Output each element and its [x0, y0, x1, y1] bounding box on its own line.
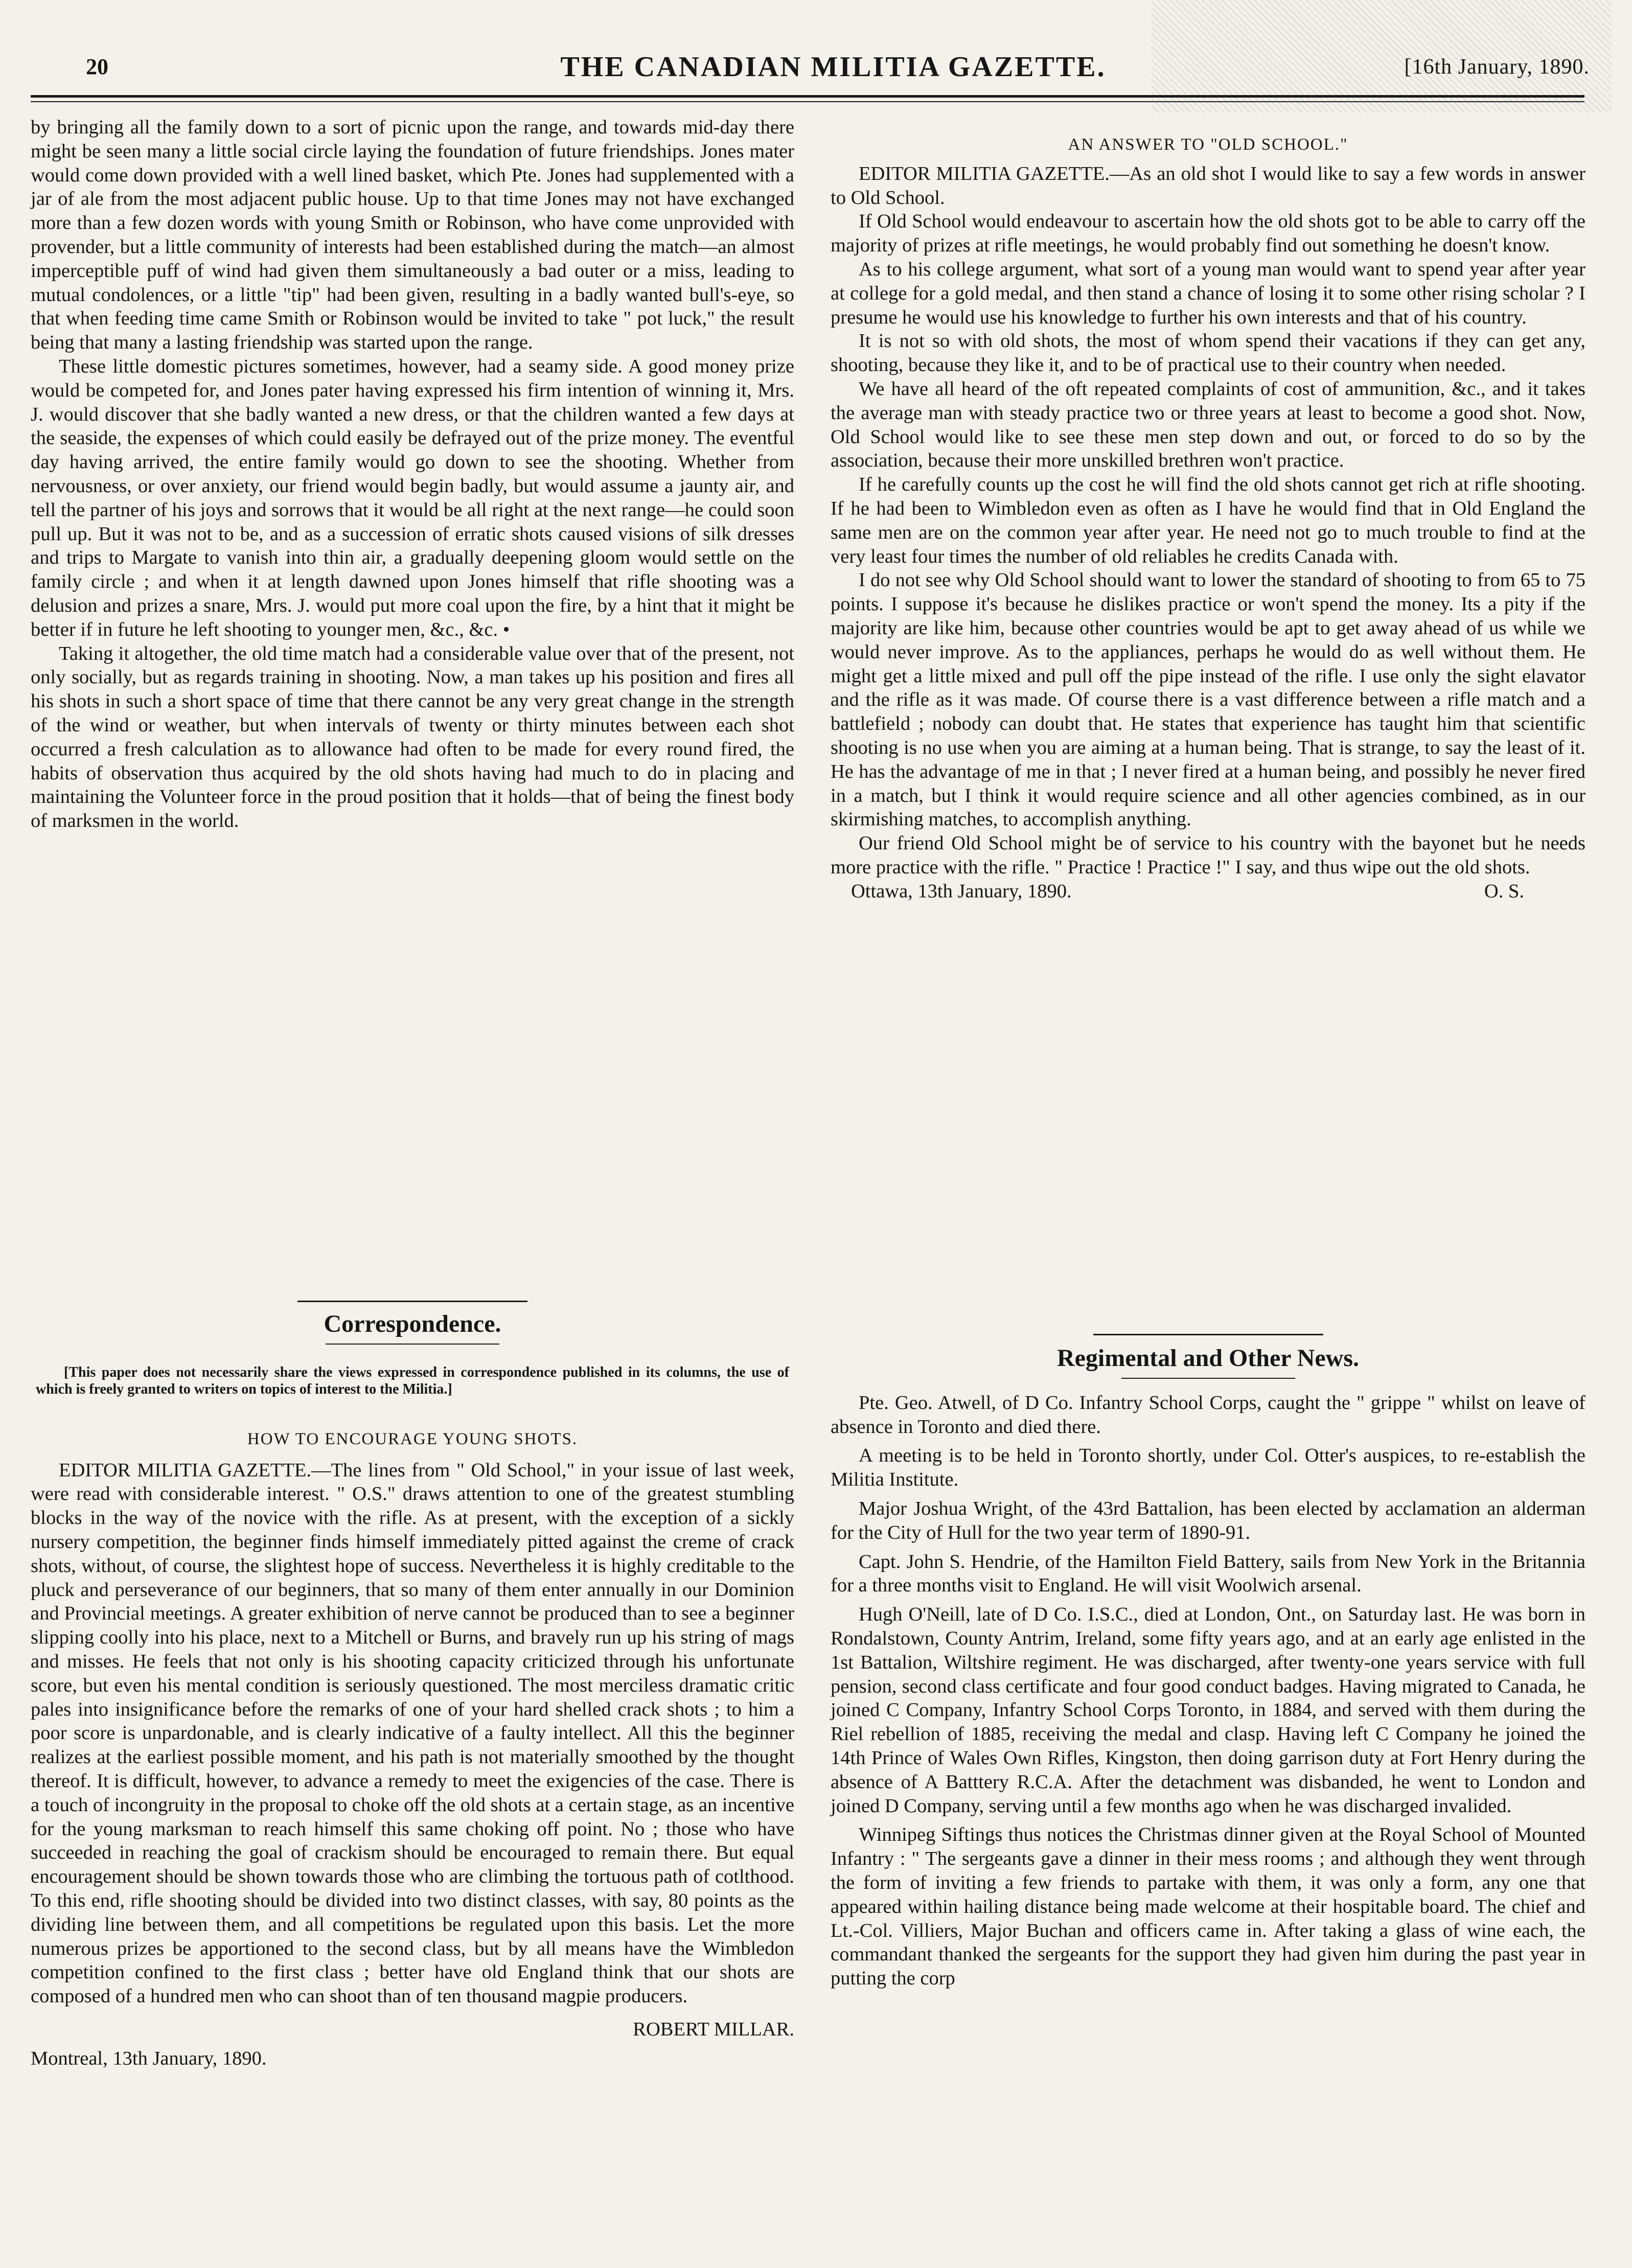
article-paragraph: by bringing all the family down to a sort of picnic upon the range, and towards mid-day there might be seen many a little social circle laying the foundation of future friendships. Jones mater would come down provided with a well lined basket, which Pte. Jones had supplemented with a jar of ale from the most adjacent public house. Up to that time Jones may not have exchanged more than a few dozen words with young Smith or Robinson, who have come unprovided with provender, but a little community of interests had been established during the match—an almost imperceptible puff of wind had given them simultaneously a bad outer or a miss, leading to mutual condolences, or a little "tip" had been given, resulting in a badly wanted bull's-eye, so that when feeding time came Smith or Robinson would be invited to take " pot luck," the result being that many a lasting friendship was started upon the range.	[31, 117, 794, 354]
regimental-heading: Regimental and Other News.	[1056, 1345, 1360, 1372]
masthead-rule	[31, 95, 1584, 98]
left-column-article	[31, 115, 794, 833]
correspondence-heading: Correspondence.	[324, 1310, 501, 1337]
answer-letter	[831, 133, 1585, 904]
letter-title: HOW TO ENCOURAGE YOUNG SHOTS.	[247, 1429, 578, 1448]
regimental-news-section	[831, 1334, 1585, 1991]
article-paragraph: These little domestic pictures sometimes, however, had a seamy side. A good money prize would be competed for, and Jones pater having expressed his firm intention of winning it, Mrs. J. would discover that she badly wanted a new dress, or that the children wanted a few days at the seaside, the expenses of which could easily be defrayed out of the prize money. The eventful day having arrived, the entire family would go down to see the shooting. Whether from nervousness, or over anxiety, our friend would begin badly, but would assume a jaunty air, and tell the partner of his joys and sorrows that it would be all right at the next range—he could soon pull up. But it was not to be, and as a succession of erratic shots caused visions of silk dresses and trips to Margate to vanish into thin air, a gradually deepening gloom would settle on the family circle ; and when it at length dawned upon Jones himself that rifle shooting was a delusion and prizes a snare, Mrs. J. would put more coal upon the fire, by a hint that it might be better if in future he left shooting to younger men, &c., &c. •	[31, 355, 794, 640]
answer-paragraph: As to his college argument, what sort of a young man would want to spend year after year at college for a gold medal, and then stand a chance of losing it to some other rising scholar ? I presume he would use his knowledge to further his own interests and that of his country.	[831, 258, 1585, 328]
letter-signature: ROBERT MILLAR.	[633, 2018, 794, 2040]
news-item: Major Joshua Wright, of the 43rd Battalion, has been elected by acclamation an alderman for the City of Hull for the two year term of 1890-91.	[831, 1497, 1585, 1543]
page-number: 20	[86, 54, 108, 79]
answer-signature-row	[831, 880, 1585, 904]
news-item: Winnipeg Siftings thus notices the Christmas dinner given at the Royal School of Mounted Infantry : " The sergeants gave a dinner in their mess rooms ; and although they went through the form of inviting a few friends to partake with them, it was only a form, any one that appeared within hailing distance being made welcome at their hospitable board. The chief and Lt.-Col. Villiers, Major Buchan and officers came in. After taking a glass of wine each, the commandant thanked the sergeants for the support they had given him during the past year in putting the corp	[831, 1824, 1585, 1989]
answer-dateline: Ottawa, 13th January, 1890.	[851, 880, 1072, 902]
letter-signature-row	[31, 2018, 794, 2042]
answer-paragraph: EDITOR MILITIA GAZETTE.—As an old shot I would like to say a few words in answer to Old School.	[831, 163, 1585, 209]
section-rule	[326, 1344, 499, 1345]
masthead	[77, 43, 1590, 92]
answer-paragraph: We have all heard of the oft repeated complaints of cost of ammunition, &c., and it takes the average man with steady practice two or three years at least to become a good shot. Now, Old School would like to see these men step down and out, or forced to do so by the association, because their more unskilled brethren won't practice.	[831, 378, 1585, 472]
masthead-date: [16th January, 1890.	[1404, 55, 1590, 79]
masthead-title: THE CANADIAN MILITIA GAZETTE.	[560, 51, 1106, 83]
answer-paragraph: It is not so with old shots, the most of whom spend their vacations if they can get any, shooting, because they like it, and to be of practical use to their country when needed.	[831, 330, 1585, 376]
answer-paragraph: I do not see why Old School should want to lower the standard of shooting to from 65 to 75 points. I suppose it's because he dislikes practice or won't spend the money. Its a pity if the majority are like him, because other countries would be apt to get away ahead of us while we would never improve. As to the appliances, perhaps he would do as well without them. He might get a little mixed and pull off the pipe instead of the rifle. I use only the sight elavator and the rifle as it was made. Of course there is a vast difference between a rifle match and a battlefield ; nobody can doubt that. He states that experience has taught him that scientific shooting is no use when you are aiming at a human being. That is strange, to say the least of it. He has the advantage of me in that ; I never fired at a human being, and possibly he never fired in a match, but I think it would require science and all other agencies combined, as in our skirmishing matches, to accomplish anything.	[831, 569, 1585, 830]
masthead-rule-thin	[31, 101, 1584, 102]
article-paragraph: Taking it altogether, the old time match had a considerable value over that of the present, not only socially, but as regards training in shooting. Now, a man takes up his position and fires all his shots in such a short space of time that there cannot be any very great change in the strength of the wind or weather, but when intervals of twenty or thirty minutes between each shot occurred a fresh calculation as to allowance had often to be made for every round fired, the habits of observation thus acquired by the old shots having had much to do in placing and maintaining the Volunteer force in the proud position that it holds—that of being the finest body of marksmen in the world.	[31, 642, 794, 832]
correspondence-disclaimer: [This paper does not necessarily share the views expressed in correspondence published in its columns, the use of which is freely granted to writers on topics of interest to the Militia.]	[36, 1364, 789, 1397]
section-rule	[297, 1301, 527, 1302]
answer-signature: O. S.	[1484, 880, 1524, 902]
correspondence-section	[31, 1301, 794, 2071]
news-item: Hugh O'Neill, late of D Co. I.S.C., died at London, Ont., on Saturday last. He was born in Rondalstown, County Antrim, Ireland, some fifty years ago, and at an early age enlisted in the 1st Battalion, Wiltshire regiment. He was discharged, after twenty-one years service with full pension, second class certificate and four good conduct badges. Having migrated to Canada, he joined C Company, Infantry School Corps Toronto, in 1884, and served with them during the Riel rebellion of 1885, receiving the medal and clasp. Having left C Company he joined the 14th Prince of Wales Own Rifles, Kingston, then doing garrison duty at Fort Henry during the absence of A Batttery R.C.A. After the detachment was disbanded, he went to London and joined D Company, serving until a few months ago when he was discharged invalided.	[831, 1604, 1585, 1817]
section-rule	[1093, 1334, 1323, 1335]
answer-paragraph: Our friend Old School might be of service to his country with the bayonet but he needs more practice with the rifle. " Practice ! Practice !" I say, and thus wipe out the old shots.	[831, 832, 1585, 878]
answer-title: AN ANSWER TO "OLD SCHOOL."	[1068, 135, 1348, 154]
answer-paragraph: If he carefully counts up the cost he will find the old shots cannot get rich at rifle shooting. If he had been to Wimbledon even as often as I have he would find that in Old England the same men are on the common year after year. He need not go to much trouble to find at the very least four times the number of old reliables he credits Canada with.	[831, 474, 1585, 567]
letter-body: EDITOR MILITIA GAZETTE.—The lines from " Old School," in your issue of last week, were read with considerable interest. " O.S." draws attention to one of the greatest stumbling blocks in the way of the novice with the rifle. As at present, with the exception of a sickly nursery competition, the beginner finds himself immediately pitted against the creme of crack shots, without, of course, the slightest hope of success. Nevertheless it is highly creditable to the pluck and perseverance of our beginners, that so many of them enter annually in our Dominion and Provincial meetings. A greater exhibition of nerve cannot be produced than to see a beginner slipping coolly into his place, next to a Mitchell or Burns, and bravely run up his string of mags and misses. He feels that not only is his shooting capacity criticized through his unfortunate score, but even his mental condition is seriously questioned. The most merciless dramatic critic pales into insignificance before the remarks of one of your hard shelled crack shots ; to him a poor score is unpardonable, and is clearly indicative of a faulty intellect. All this the beginner realizes at the earliest possible moment, and his path is not materially smoothed by the thought thereof. It is difficult, however, to advance a remedy to meet the exigencies of the case. There is a touch of incongruity in the proposal to choke off the old shots at a certain stage, as an incentive for the young marksman to reach himself this same choking off point. No ; those who have succeeded in reaching the goal of crackism should be encouraged to remain there. But equal encouragement should be shown towards those who are climbing the tortuous path of cotlthood. To this end, rifle shooting should be divided into two distinct classes, with say, 80 points as the dividing line between them, and all competitions be regulated upon this basis. Let the more numerous prizes be apportioned to the second class, but by all means have the Wimbledon competition confined to the first class ; better have old England think that our shots are composed of a hundred men who can shoot than of ten thousand magpie producers.	[31, 1459, 794, 2007]
news-item: Pte. Geo. Atwell, of D Co. Infantry School Corps, caught the " grippe " whilst on leave of absence in Toronto and died there.	[831, 1392, 1585, 1438]
section-rule	[1121, 1378, 1295, 1379]
letter-dateline: Montreal, 13th January, 1890.	[31, 2047, 267, 2069]
news-item: A meeting is to be held in Toronto shortly, under Col. Otter's auspices, to re-establish the Militia Institute.	[831, 1445, 1585, 1491]
answer-paragraph: If Old School would endeavour to ascertain how the old shots got to be able to carry off the majority of prizes at rifle meetings, he would probably find out something he doesn't know.	[831, 211, 1585, 257]
news-item: Capt. John S. Hendrie, of the Hamilton Field Battery, sails from New York in the Britannia for a three months visit to England. He will visit Woolwich arsenal.	[831, 1550, 1585, 1596]
